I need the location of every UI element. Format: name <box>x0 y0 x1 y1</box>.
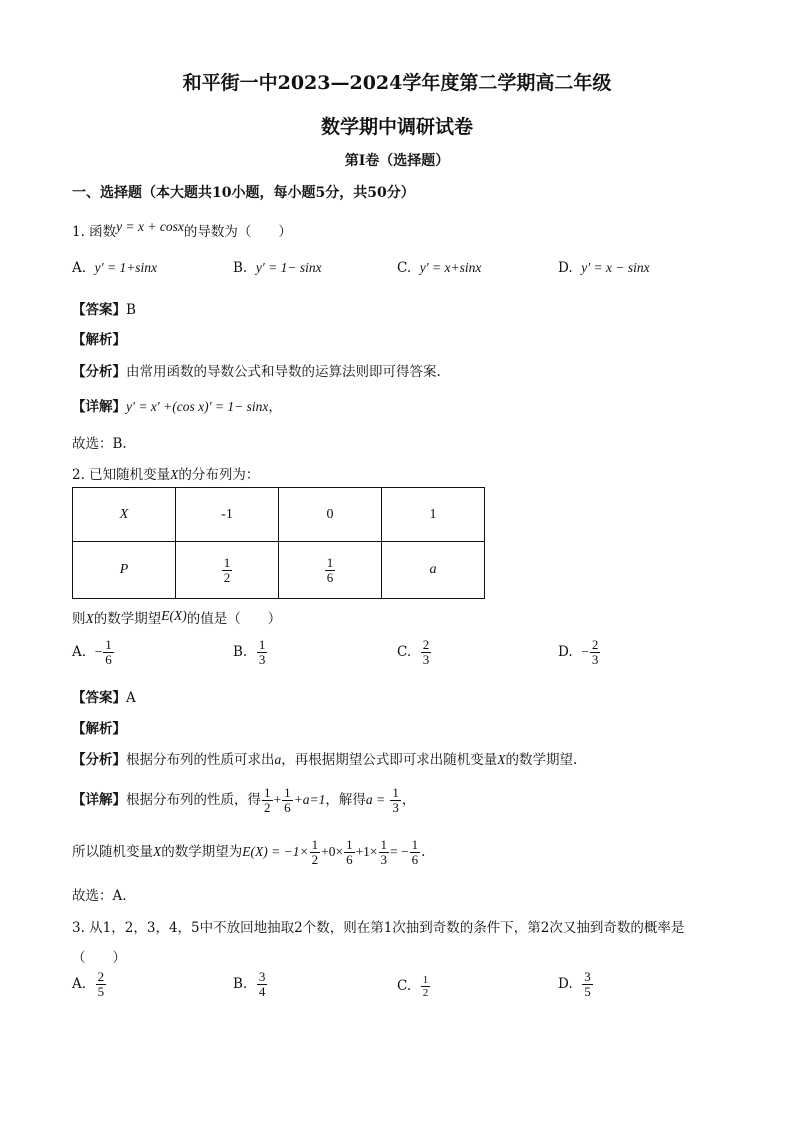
q1-answer: 【答案】B <box>72 302 136 318</box>
table-cell: -1 <box>176 488 279 542</box>
q1-choose: 故选：B. <box>72 436 127 452</box>
q2-choose: 故选：A. <box>72 888 127 904</box>
q2-answer: 【答案】A <box>72 690 136 706</box>
page-title: 和平街一中2023—2024学年度第二学期高二年级 <box>182 72 612 94</box>
table-row <box>73 488 485 542</box>
q1-option-a[interactable]: A. y′ = 1+sinx <box>72 260 158 276</box>
q1-detail: 【详解】y′ = x′ +(cos x)′ = 1− sinx， <box>72 399 282 415</box>
q3-option-d[interactable]: D. $\frac{3}{5}$ <box>558 969 591 999</box>
distribution-table <box>72 487 485 599</box>
q2-expectation: 所以随机变量X的数学期望为E(X) = −1× $\frac{1}{2}$ +0× $\frac{1}{6}$ +1× $\frac{1}{3}$ = − $\frac{1}{6}$ . <box>72 837 426 867</box>
q1-option-b[interactable]: B. y′ = 1− sinx <box>233 260 322 276</box>
section-heading: 一、选择题（本大题共10小题，每小题5分，共50分） <box>72 185 415 201</box>
q2-option-d[interactable]: D. − $\frac{2}{3}$ <box>558 637 599 667</box>
q2-detail: 【详解】根据分布列的性质，得 $\frac{1}{2}$ + $\frac{1}{6}$ +a=1，解得a = $\frac{1}{3}$ ， <box>72 785 416 815</box>
q3-option-b[interactable]: B. $\frac{3}{4}$ <box>233 969 266 999</box>
page-subtitle: 数学期中调研试卷 <box>320 116 473 138</box>
q1-formula: y = x + cosx <box>116 219 184 234</box>
table-cell: P <box>73 542 176 599</box>
q2-option-c[interactable]: C. $\frac{2}{3}$ <box>397 637 430 667</box>
table-row <box>73 542 485 599</box>
q3-option-a[interactable]: A. $\frac{2}{5}$ <box>72 969 105 999</box>
table-cell: X <box>73 488 176 542</box>
q2-analysis-tag: 【解析】 <box>72 721 126 737</box>
q1-suffix: 的导数为（ ） <box>183 224 292 240</box>
table-cell: 0 <box>279 488 382 542</box>
q1-analysis-tag: 【解析】 <box>72 332 126 348</box>
volume-label: 第I卷（选择题） <box>344 153 450 169</box>
q1-option-c[interactable]: C. y′ = x+sinx <box>397 260 482 276</box>
q2-question: 则X的数学期望E(X)的值是（ ） <box>72 608 282 627</box>
table-cell: a <box>382 542 485 599</box>
q2-option-a[interactable]: A. − $\frac{1}{6}$ <box>72 637 112 667</box>
question-2-stem: 2. 已知随机变量X的分布列为： <box>72 467 260 483</box>
q1-option-d[interactable]: D. y′ = x − sinx <box>558 260 650 276</box>
table-cell: $\frac{1}{6}$ <box>279 542 382 599</box>
q1-prefix: 1. 函数 <box>72 224 117 240</box>
q1-fenxi: 【分析】由常用函数的导数公式和导数的运算法则即可得答案. <box>72 364 441 380</box>
question-1-stem <box>72 220 292 240</box>
table-cell: $\frac{1}{2}$ <box>176 542 279 599</box>
q3-option-c[interactable]: C. $\frac{1}{2}$ <box>397 974 429 999</box>
question-3-stem: 3. 从1，2，3，4，5中不放回地抽取2个数，则在第1次抽到奇数的条件下，第2次又抽到奇数的概率是 <box>72 920 685 936</box>
q2-fenxi: 【分析】根据分布列的性质可求出a，再根据期望公式即可求出随机变量X的数学期望. <box>72 752 578 768</box>
q3-paren: （ ） <box>72 950 126 966</box>
table-cell: 1 <box>382 488 485 542</box>
q2-option-b[interactable]: B. $\frac{1}{3}$ <box>233 637 266 667</box>
